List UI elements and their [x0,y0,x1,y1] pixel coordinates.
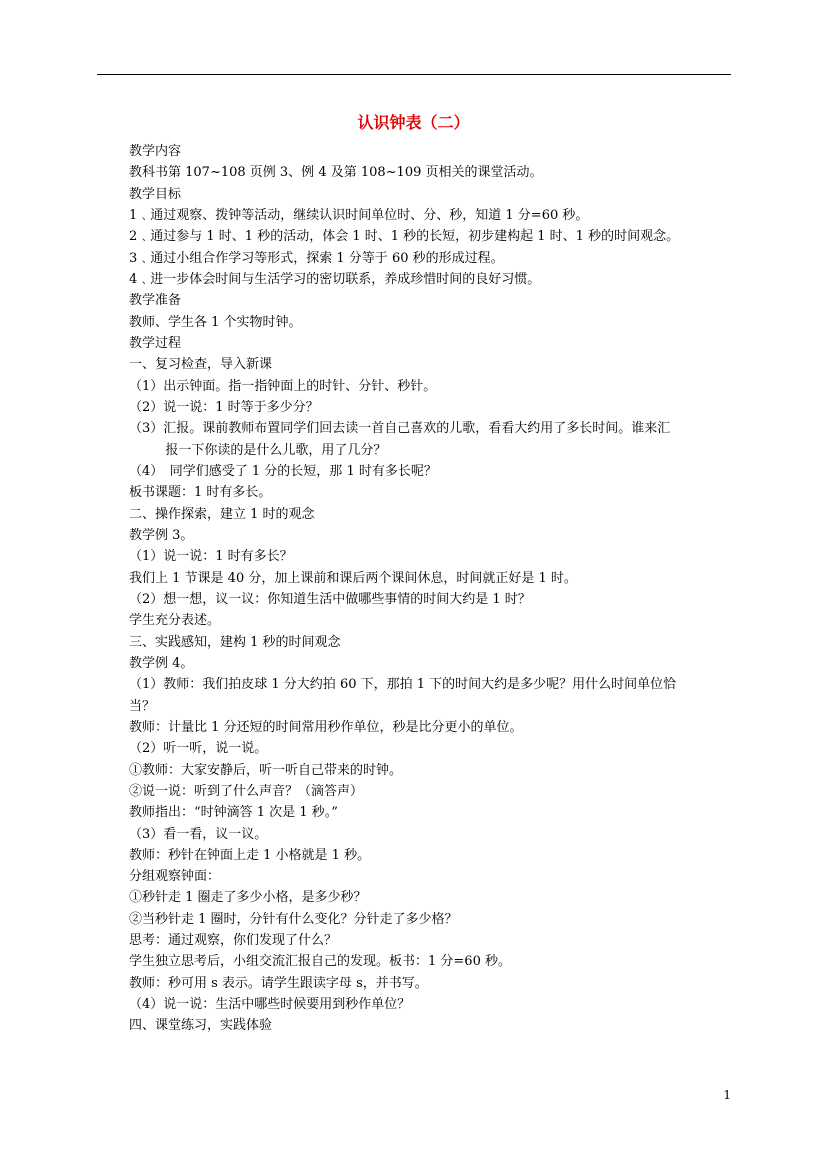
text-line: 三、实践感知，建构 1 秒的时间观念 [129,634,341,650]
text-line: （2）想一想，议一议：你知道生活中做哪些事情的时间大约是 1 时？ [129,591,531,607]
text-line: 教科书第 107~108 页例 3、例 4 及第 108~109 页相关的课堂活动。 [129,165,543,181]
text-line: ①秒针走 1 圈走了多少小格，是多少秒？ [129,890,367,906]
document-title: 认识钟表（二） [357,113,470,132]
text-line: 板书课题：1 时有多长。 [129,485,272,501]
text-line: 教师、学生各 1 个实物时钟。 [129,314,302,330]
text-line: （4） 同学们感受了 1 分的长短，那 1 时有多长呢？ [129,463,437,479]
text-line: （1）出示钟面。指一指钟面上的时针、分针、秒针。 [129,378,437,394]
text-line: 报一下你读的是什么儿歌，用了几分？ [165,442,387,458]
text-line: 我们上 1 节课是 40 分，加上课前和课后两个课间休息，时间就正好是 1 时。 [129,570,577,586]
text-line: （4）说一说：生活中哪些时候要用到秒作单位？ [129,997,411,1013]
text-line: 2﹑通过参与 1 时、1 秒的活动，体会 1 时、1 秒的长短，初步建构起 1 时、1 秒的时间观念。 [129,229,680,245]
text-line: （3）看一看，议一议。 [129,826,268,842]
text-line: 教学过程 [129,335,182,351]
text-line: ②说一说：听到了什么声音？（滴答声） [129,783,364,799]
text-line: 学生独立思考后，小组交流汇报自己的发现。板书：1 分=60 秒。 [129,954,511,970]
text-line: ②当秒针走 1 圈时，分针有什么变化？分针走了多少格？ [129,911,458,927]
text-line: （3）汇报。课前教师布置同学们回去读一首自己喜欢的儿歌，看看大约用了多长时间。谁来汇 [129,421,671,437]
text-line: 学生充分表述。 [129,613,221,629]
header-rule [97,74,731,75]
text-line: 教学内容 [129,144,182,159]
text-line: 思考：通过观察，你们发现了什么？ [129,933,338,949]
text-line: 3﹑通过小组合作学习等形式，探索 1 分等于 60 秒的形成过程。 [129,250,504,266]
text-line: 教学目标 [129,186,182,202]
text-line: 教师：秒可用 s 表示。请学生跟读字母 s，并书写。 [129,975,428,991]
document-body [129,141,733,1037]
text-line: 教学例 4。 [129,655,194,671]
text-line: ①教师：大家安静后，听一听自己带来的时钟。 [129,762,403,778]
text-line: 教师：计量比 1 分还短的时间常用秒作单位，秒是比分更小的单位。 [129,719,523,735]
text-line: 教师：秒针在钟面上走 1 小格就是 1 秒。 [129,847,371,863]
text-line: （2）说一说：1 时等于多少分？ [129,399,319,415]
text-line: 教师指出：“时钟滴答 1 次是 1 秒。” [129,805,338,821]
text-line: 1﹑通过观察、拨钟等活动，继续认识时间单位时、分、秒，知道 1 分=60 秒。 [129,207,589,223]
text-line: 二、操作探索，建立 1 时的观念 [129,506,315,522]
text-line: 四、课堂练习，实践体验 [129,1018,273,1034]
text-line: 分组观察钟面： [129,869,221,885]
page-number: 1 [723,1088,731,1102]
text-line: 教学例 3。 [129,527,194,543]
text-line: 一、复习检查，导入新课 [129,357,273,373]
text-line: （1）说一说：1 时有多长？ [129,549,293,565]
text-line: 当？ [129,698,156,714]
text-line: （1）教师：我们拍皮球 1 分大约拍 60 下，那拍 1 下的时间大约是多少呢？用什么时间单位恰 [129,677,677,693]
text-line: 教学准备 [129,293,182,309]
text-line: （2）听一听，说一说。 [129,741,268,757]
text-line: 4﹑进一步体会时间与生活学习的密切联系，养成珍惜时间的良好习惯。 [129,271,541,287]
